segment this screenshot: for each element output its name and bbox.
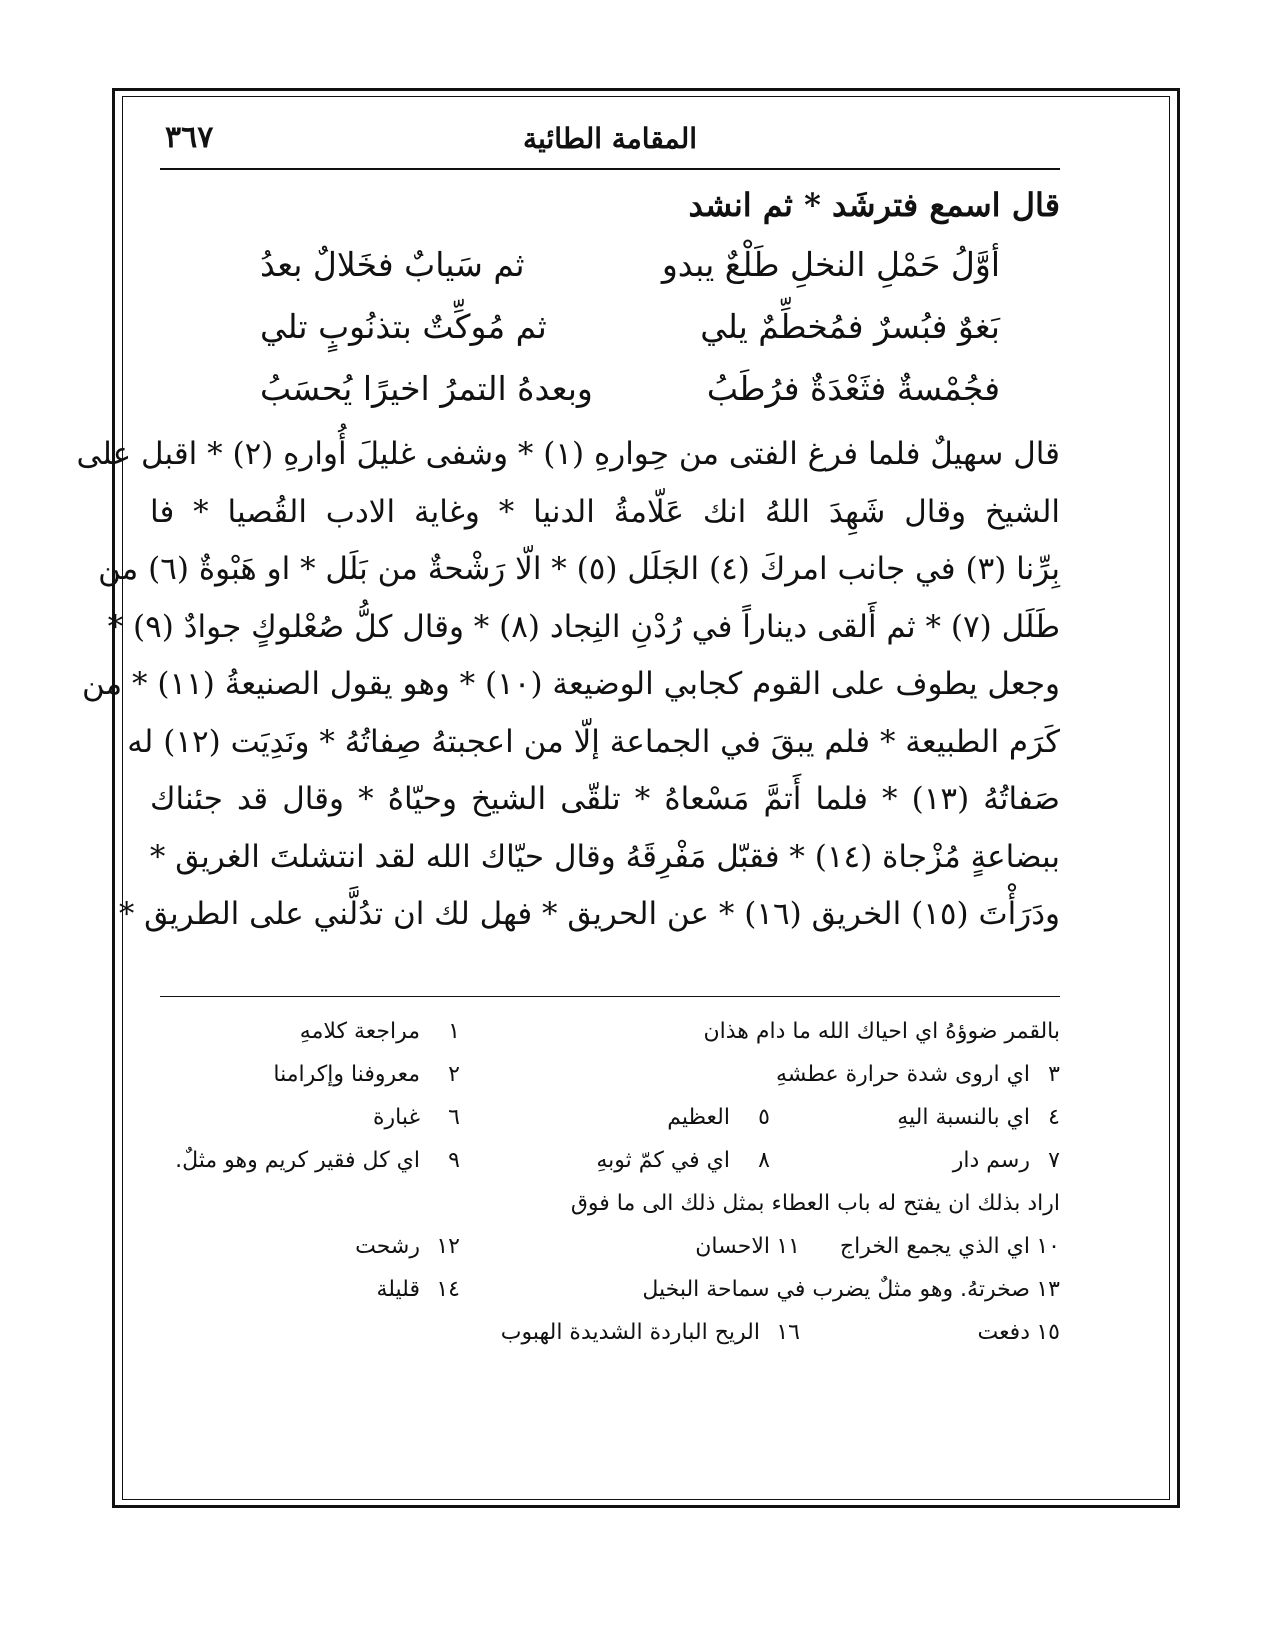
footnote-line: [150, 1311, 1060, 1354]
footnote-text: رسم دار: [952, 1148, 1030, 1173]
footnote-text: اي كل فقير كريم وهو مثلٌ.: [175, 1148, 420, 1173]
verse-hemistich-first: بَغوٌ فبُسرٌ فمُخطِّمٌ يلي: [700, 307, 1000, 346]
footnote-number: ١٣: [1036, 1277, 1060, 1302]
verse-hemistich-first: فجُمْسةٌ فثَعْدَةٌ فرُطَبُ: [706, 369, 1000, 408]
footnote-text: الاحسان: [695, 1234, 770, 1259]
footnote-text: بالقمر ضوؤهُ اي احياك الله ما دام هذان: [703, 1019, 1060, 1044]
footnote-text: الريح الباردة الشديدة الهبوب: [500, 1320, 760, 1345]
footnote-number: ٤: [1048, 1105, 1060, 1130]
footnote-number: ٦: [448, 1105, 460, 1130]
footnote-number: ١٠: [1036, 1234, 1060, 1259]
footnote-line: [150, 1268, 1060, 1311]
footnote-number: ١٢: [436, 1234, 460, 1259]
verse: [150, 296, 1060, 358]
page-header: [165, 120, 1055, 160]
footnote-text: دفعت: [977, 1320, 1030, 1345]
footnote-text: اي في كمّ ثوبهِ: [596, 1148, 730, 1173]
footnote-text: معروفنا وإكرامنا: [273, 1062, 420, 1087]
footnote-number: ١٤: [436, 1277, 460, 1302]
prose-line: الشيخ وقال شَهِدَ اللهُ انك عَلّامةُ الدنيا * وغاية الادب القُصيا * فا: [150, 493, 1060, 530]
verse: [150, 234, 1060, 296]
footnote-number: ٥: [758, 1105, 770, 1130]
footnote-text: صخرتهُ. وهو مثلٌ يضرب في سماحة البخيل: [642, 1277, 1030, 1302]
footnote-number: ١: [448, 1019, 460, 1044]
prose-line: ببضاعةٍ مُزْجاة (١٤) * فقبّل مَفْرِقَهُ وقال حيّاك الله لقد انتشلتَ الغريق *: [149, 838, 1060, 875]
footnote-line: [150, 1096, 1060, 1139]
prose-line: طَلَل (٧) * ثم أَلقى ديناراً في رُدْنِ النِجاد (٨) * وقال كلُّ صُعْلوكٍ جوادٌ (٩) *: [107, 608, 1060, 645]
verse-hemistich-second: ثم مُوكِّتٌ بتذنُوبٍ تلي: [260, 307, 547, 346]
prose-line: كَرَم الطبيعة * فلم يبقَ في الجماعة إلّا من اعجبتهُ صِفاتُهُ * ونَدِيَت (١٢) له: [127, 723, 1060, 760]
prose-line: وجعل يطوف على القوم كجابي الوضيعة (١٠) * وهو يقول الصنيعةُ (١١) * من: [81, 666, 1060, 702]
footnote-line: [150, 1010, 1060, 1053]
footnote-number: ٩: [448, 1148, 460, 1173]
footnote-text: مراجعة كلامهِ: [299, 1019, 420, 1044]
footnote-number: ٨: [758, 1148, 770, 1173]
footnote-text: رشحت: [355, 1234, 420, 1259]
prose-paragraph: [76, 426, 1060, 944]
running-title: المقامة الطائية: [522, 122, 697, 155]
footnotes: [150, 1010, 1060, 1354]
footnote-text: العظيم: [667, 1105, 730, 1130]
header-rule: [160, 168, 1060, 170]
prose-line: ودَرَأْتَ (١٥) الخريق (١٦) * عن الحريق * فهل لك ان تدُلَّني على الطريق *: [118, 896, 1060, 932]
footnote-number: ١٥: [1036, 1320, 1060, 1345]
footnote-rule: [160, 996, 1060, 997]
verse: [150, 358, 1060, 420]
footnote-number: ١٦: [776, 1320, 800, 1345]
footnote-text: اي اروى شدة حرارة عطشهِ: [776, 1062, 1030, 1087]
footnote-line: [150, 1139, 1060, 1182]
main-text: [76, 180, 1060, 944]
verse-hemistich-first: أوَّلُ حَمْلِ النخلِ طَلْعٌ يبدو: [661, 245, 1000, 284]
footnote-line: اراد بذلك ان يفتح له باب العطاء بمثل ذلك الى ما فوق: [570, 1191, 1060, 1216]
verse-hemistich-second: ثم سَيابٌ فخَلالٌ بعدُ: [260, 245, 525, 284]
footnote-number: ١١: [776, 1234, 800, 1259]
prose-line: قال سهيلٌ فلما فرغ الفتى من حِوارهِ (١) * وشفى غليلَ أُوارهِ (٢) * اقبل على: [76, 436, 1060, 472]
footnote-text: غبارة: [373, 1105, 420, 1130]
footnote-text: اي بالنسبة اليهِ: [897, 1105, 1030, 1130]
footnote-number: ٣: [1048, 1062, 1060, 1087]
poem: [150, 234, 1060, 420]
prose-line: بِرِّنا (٣) في جانب امركَ (٤) الجَلَل (٥) * الّا رَشْحةٌ من بَلَل * او هَبْوةٌ (٦) من: [98, 551, 1060, 587]
footnote-line: [150, 1053, 1060, 1096]
page-number: ٣٦٧: [165, 120, 214, 155]
footnote-number: ٧: [1048, 1148, 1060, 1173]
verse-hemistich-second: وبعدهُ التمرُ اخيرًا يُحسَبُ: [260, 369, 593, 408]
prose-line: صَفاتُهُ (١٣) * فلما أَتمَّ مَسْعاهُ * تلقّى الشيخ وحيّاهُ * وقال قد جئناك: [150, 781, 1060, 817]
footnote-text: قليلة: [376, 1277, 420, 1302]
intro-line: قال اسمع فترشَد * ثم انشد: [688, 186, 1060, 224]
footnote-number: ٢: [448, 1062, 460, 1087]
footnote-text: اي الذي يجمع الخراج: [839, 1234, 1030, 1259]
footnote-line: [150, 1225, 1060, 1268]
